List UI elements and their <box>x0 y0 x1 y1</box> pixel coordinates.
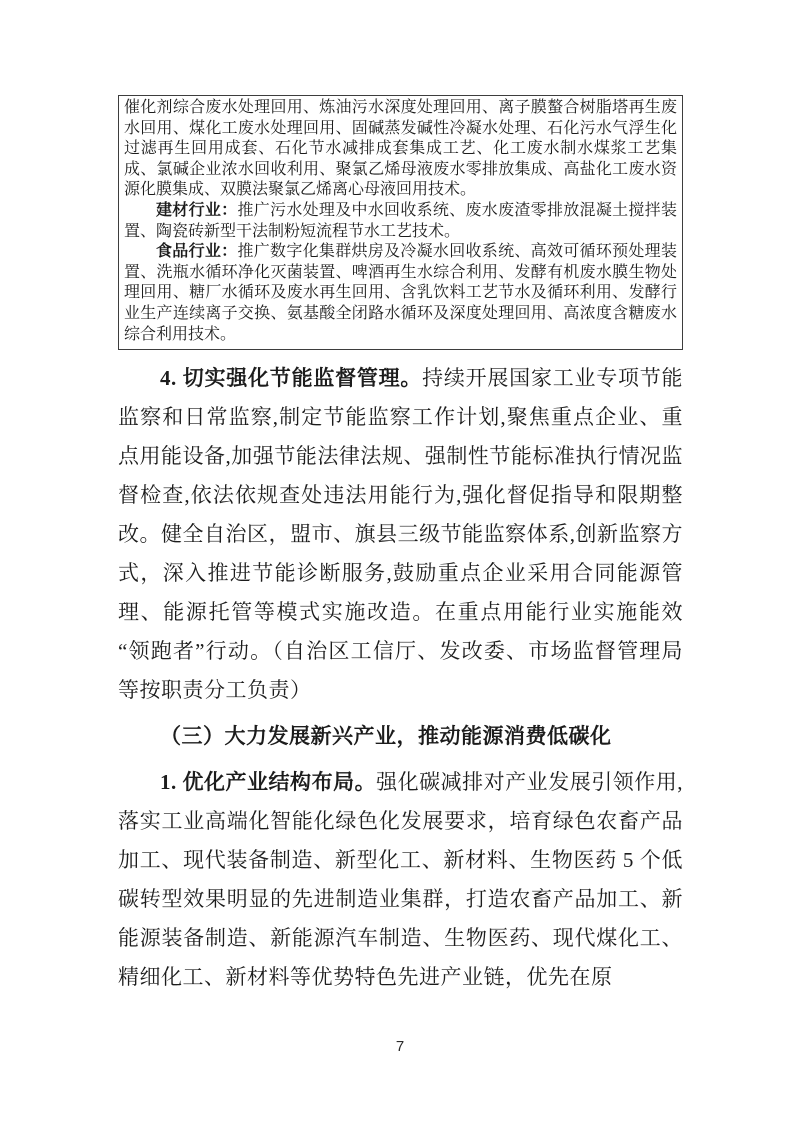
paragraph-energy-supervision-body: 持续开展国家工业专项节能监察和日常监察,制定节能监察工作计划,聚焦重点企业、重点用能设备,加强节能法律法规、强制性节能标准执行情况监督检查,依法依规查处违法用能行为,强化督促指导和限期整改。健全自治区，盟市、旗县三级节能监察体系,创新监察方式，深入推进节能诊断服务,鼓励重点企业采用合同能源管理、能源托管等模式实施改造。在重点用能行业实施能效“领跑者”行动。（自治区工信厅、发改委、市场监督管理局等按职责分工负责） <box>118 366 684 703</box>
industry-technology-box <box>118 95 683 350</box>
food-industry-paragraph <box>124 242 677 345</box>
page-number: 7 <box>395 1038 405 1055</box>
building-materials-text: 推广污水处理及中水回收系统、废水废渣零排放混凝土搅拌装置、陶瓷砖新型干法制粉短流程节水工艺技术。 <box>124 201 677 240</box>
document-content <box>118 95 683 997</box>
food-industry-label: 食品行业： <box>156 243 238 261</box>
building-materials-paragraph <box>124 201 677 242</box>
building-materials-label: 建材行业： <box>156 201 238 219</box>
paragraph-energy-supervision <box>118 359 683 710</box>
paragraph-industry-structure-heading: 1. 优化产业结构布局。 <box>160 770 377 795</box>
paragraph-industry-structure <box>118 763 683 997</box>
food-industry-text: 推广数字化集群烘房及冷凝水回收系统、高效可循环预处理装置、洗瓶水循环净化灭菌装置、啤酒再生水综合利用、发酵有机废水膜生物处理回用、糖厂水循环及废水再生回用、含乳饮料工艺节水及循环利用、发酵行业生产连续离子交换、氨基酸全闭路水循环及深度处理回用、高浓度含糖废水综合利用技术。 <box>124 243 677 343</box>
petrochemical-technologies-paragraph <box>124 98 677 201</box>
petrochemical-technologies-text: 催化剂综合废水处理回用、炼油污水深度处理回用、离子膜螯合树脂塔再生废水回用、煤化工废水处理回用、固碱蒸发碱性冷凝水处理、石化污水气浮生化过滤再生回用成套、石化节水减排成套集成工艺、化工废水制水煤浆工艺集成、氯碱企业浓水回收利用、聚氯乙烯母液废水零排放集成、高盐化工废水资源化膜集成、双膜法聚氯乙烯离心母液回用技术。 <box>124 99 677 199</box>
paragraph-industry-structure-body: 强化碳减排对产业发展引领作用,落实工业高端化智能化绿色化发展要求，培育绿色农畜产品加工、现代装备制造、新型化工、新材料、生物医药 5 个低碳转型效果明显的先进制造业集群，打造农畜产品加工、新能源装备制造、新能源汽车制造、生物医药、现代煤化工、精细化工、新材料等优势特色先进产业链，优先在原 <box>118 770 684 990</box>
section-heading-three: （三）大力发展新兴产业，推动能源消费低碳化 <box>160 724 612 749</box>
paragraph-energy-supervision-heading: 4. 切实强化节能监督管理。 <box>160 366 423 391</box>
